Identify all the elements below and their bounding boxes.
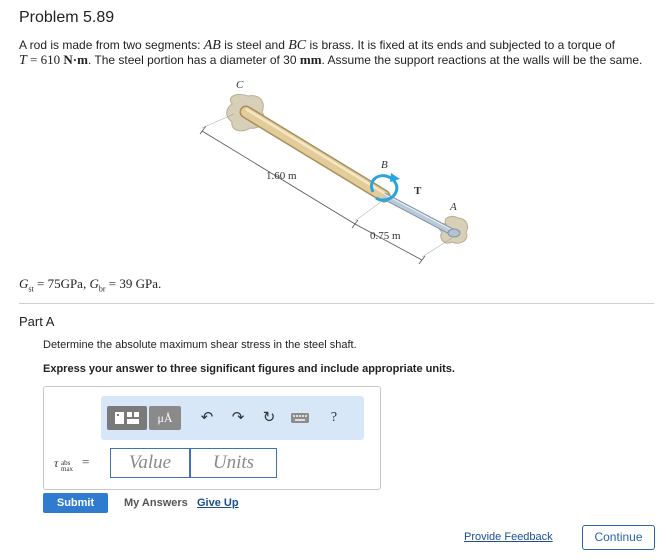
answer-symbol: τ abs max xyxy=(54,456,74,473)
dimension-steel: 0.75 m xyxy=(370,230,401,242)
units-input[interactable]: Units xyxy=(190,448,277,478)
give-up-link[interactable]: Give Up xyxy=(197,497,239,509)
math-toolbar xyxy=(101,396,364,440)
my-answers-label: My Answers xyxy=(124,497,188,509)
segment-bc-label: BC xyxy=(288,38,307,53)
label-c: C xyxy=(236,79,244,91)
value-input[interactable]: Value xyxy=(110,448,190,478)
brass-segment xyxy=(246,112,384,196)
steel-highlight xyxy=(384,194,452,230)
label-t: T xyxy=(414,185,422,197)
torque-symbol: T xyxy=(19,53,27,68)
diameter-unit: mm xyxy=(299,52,322,67)
units-button[interactable]: μÅ xyxy=(149,406,181,430)
problem-statement: A rod is made from two segments: AB is steel and BC is brass. It is fixed at its ends and subjected to a torque of T = 610 N·m. The steel portion has a diameter of 30 mm. Assume the support reactions at the walls will be the same. xyxy=(19,38,643,68)
section-divider xyxy=(19,303,654,304)
undo-icon[interactable]: ↶ xyxy=(200,409,214,426)
rod-figure xyxy=(190,76,480,266)
problem-title: Problem 5.89 xyxy=(19,9,115,26)
torque-unit: N·m xyxy=(63,52,88,67)
steel-segment xyxy=(384,196,454,233)
provide-feedback-link[interactable]: Provide Feedback xyxy=(464,531,553,543)
label-b: B xyxy=(381,159,388,171)
continue-button[interactable]: Continue xyxy=(582,525,655,550)
help-button[interactable]: ? xyxy=(330,410,338,425)
keyboard-icon[interactable] xyxy=(290,406,310,430)
equals-sign: = xyxy=(82,454,90,469)
dimension-brass: 1.60 m xyxy=(266,170,297,182)
question-text: Determine the absolute maximum shear stress in the steel shaft. xyxy=(43,339,357,351)
shear-moduli: $G_{st} = 75GPa$, $G_{br} = 39$ GPa. xyxy=(19,276,162,294)
templates-button[interactable] xyxy=(107,406,147,430)
submit-button[interactable]: Submit xyxy=(43,493,108,513)
segment-ab-label: AB xyxy=(203,38,221,53)
part-label: Part A xyxy=(19,314,55,329)
templates-icon xyxy=(107,406,147,430)
reset-icon[interactable]: ↻ xyxy=(262,409,276,426)
end-disk-a xyxy=(448,229,460,237)
label-a: A xyxy=(450,201,457,213)
redo-icon[interactable]: ↷ xyxy=(231,409,245,426)
answer-box xyxy=(43,386,381,490)
instruction-text: Express your answer to three significant figures and include appropriate units. xyxy=(43,363,455,375)
rod-diagram xyxy=(190,76,480,266)
